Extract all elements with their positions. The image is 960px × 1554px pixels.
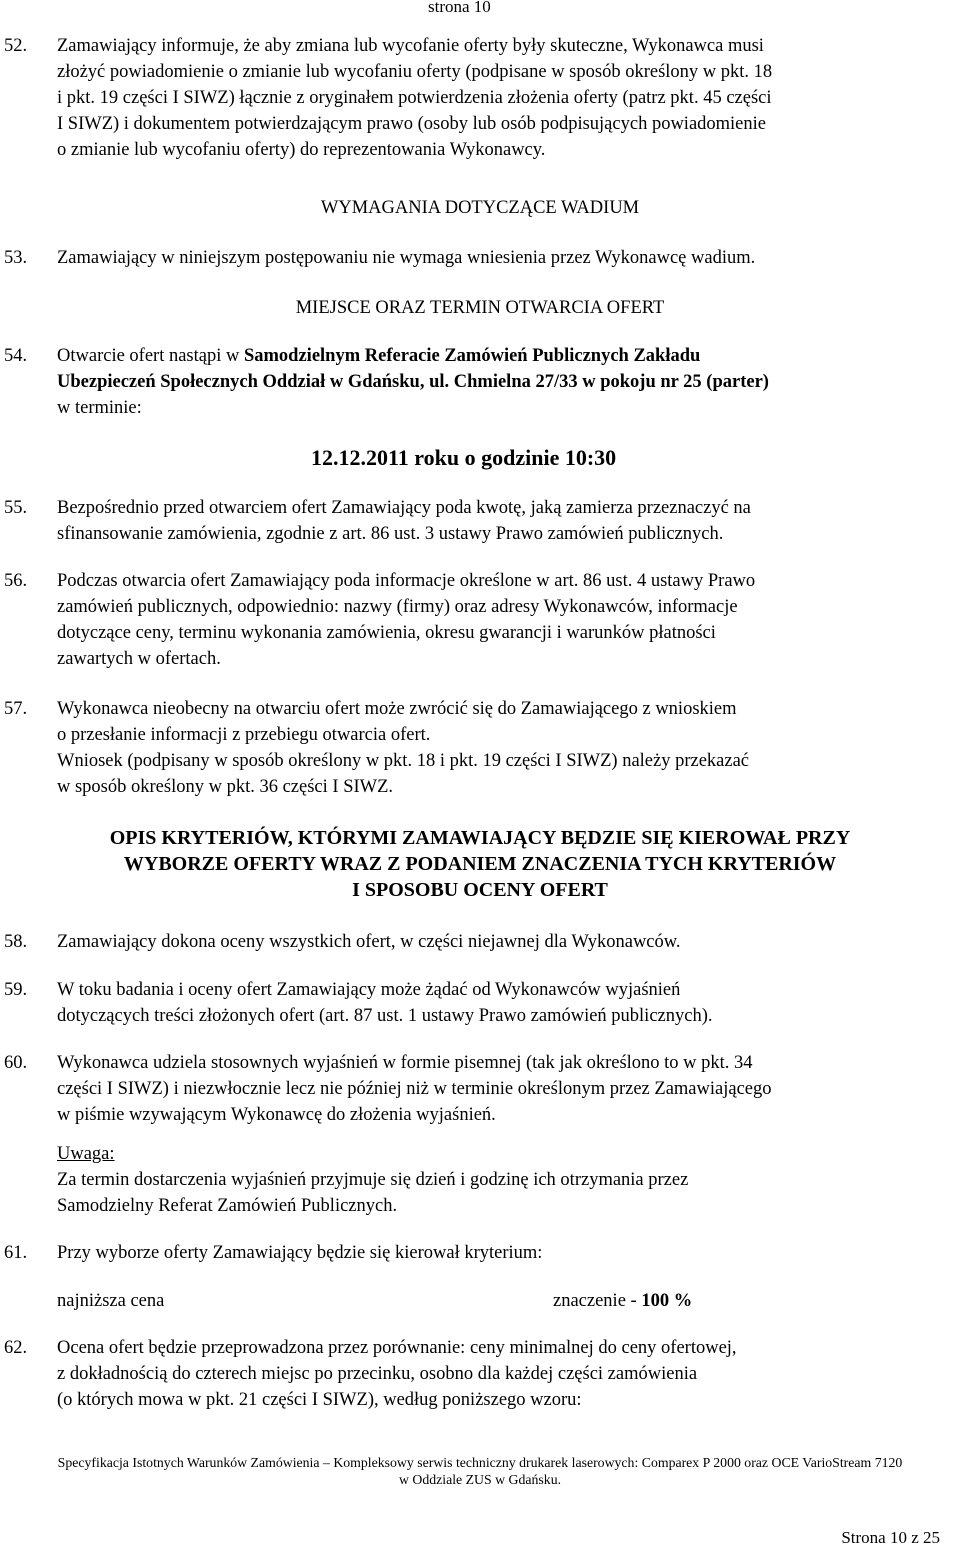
note-text-line: Samodzielny Referat Zamówień Publicznych. xyxy=(57,1196,398,1216)
item-number: 55. xyxy=(4,498,28,518)
item-text-line: W toku badania i oceny ofert Zamawiający może żądać od Wykonawców wyjaśnień xyxy=(57,980,681,1000)
item-number: 62. xyxy=(4,1338,28,1358)
footer-line: Specyfikacja Istotnych Warunków Zamówienia – Kompleksowy serwis techniczny drukarek laserowych: Comparex P 2000 oraz OCE VarioStream 7120 xyxy=(57,1455,903,1470)
item-number: 58. xyxy=(4,932,28,952)
item-text-line: Bezpośrednio przed otwarciem ofert Zamawiający poda kwotę, jaką zamierza przeznaczyć na xyxy=(57,498,751,518)
item-number: 57. xyxy=(4,699,28,719)
item-text-line: Wykonawca nieobecny na otwarciu ofert może zwrócić się do Zamawiającego z wnioskiem xyxy=(57,699,737,719)
item-text-line xyxy=(57,343,700,369)
item-number: 52. xyxy=(4,36,28,56)
item-text-line: części I SIWZ) i niezwłocznie lecz nie później niż w terminie określonym przez Zamawiającego xyxy=(57,1079,772,1099)
item-text-line: sfinansowanie zamówienia, zgodnie z art. 86 ust. 3 ustawy Prawo zamówień publicznych. xyxy=(57,524,724,544)
item-number: 60. xyxy=(4,1053,28,1073)
footer-line: w Oddziale ZUS w Gdańsku. xyxy=(398,1472,562,1487)
item-text-line: Zamawiający dokona oceny wszystkich ofert, w części niejawnej dla Wykonawców. xyxy=(57,932,681,952)
item-text-line: w piśmie wzywającym Wykonawcę do złożenia wyjaśnień. xyxy=(57,1105,496,1125)
criterion-weight-value: 100 % xyxy=(641,1291,693,1311)
item-text-line: (o których mowa w pkt. 21 części I SIWZ), według poniższego wzoru: xyxy=(57,1390,582,1410)
page-number: Strona 10 z 25 xyxy=(841,1528,940,1547)
item-number: 53. xyxy=(4,248,28,268)
item-text-line xyxy=(57,369,769,395)
text-span: Otwarcie ofert nastąpi w xyxy=(57,346,244,366)
page-label: strona 10 xyxy=(428,0,491,16)
item-text-line: dotyczące ceny, terminu wykonania zamówienia, okresu gwarancji i warunków płatności xyxy=(57,623,716,643)
item-text-line: złożyć powiadomienie o zmianie lub wycofaniu oferty (podpisane w sposób określony w pkt. 18 xyxy=(57,62,773,82)
item-text-line: Zamawiający w niniejszym postępowaniu nie wymaga wniesienia przez Wykonawcę wadium. xyxy=(57,248,756,268)
item-text-line: Wykonawca udziela stosownych wyjaśnień w formie pisemnej (tak jak określono to w pkt. 34 xyxy=(57,1053,753,1073)
heading-line: OPIS KRYTERIÓW, KTÓRYMI ZAMAWIAJĄCY BĘDZIE SIĘ KIEROWAŁ PRZY xyxy=(109,827,851,849)
item-text-line: z dokładnością do czterech miejsc po przecinku, osobno dla każdej części zamówienia xyxy=(57,1364,698,1384)
text-span-bold: Chmielna 27/33 w pokoju nr 25 (parter) xyxy=(449,372,769,392)
item-text-line: i pkt. 19 części I SIWZ) łącznie z oryginałem potwierdzenia złożenia oferty (patrz pkt. 45 części xyxy=(57,88,772,108)
section-heading-opening: MIEJSCE ORAZ TERMIN OTWARCIA OFERT xyxy=(295,298,665,318)
item-text-line: Podczas otwarcia ofert Zamawiający poda informacje określone w art. 86 ust. 4 ustawy Prawo xyxy=(57,571,756,591)
item-text-line: Przy wyborze oferty Zamawiający będzie się kierował kryterium: xyxy=(57,1243,543,1263)
item-text-line: o zmianie lub wycofaniu oferty) do reprezentowania Wykonawcy. xyxy=(57,140,546,160)
note-text-line: Za termin dostarczenia wyjaśnień przyjmuje się dzień i godzinę ich otrzymania przez xyxy=(57,1170,689,1190)
item-text-line: dotyczących treści złożonych ofert (art. 87 ust. 1 ustawy Prawo zamówień publicznych). xyxy=(57,1006,713,1026)
note-label: Uwaga: xyxy=(57,1144,115,1164)
heading-line: WYBORZE OFERTY WRAZ Z PODANIEM ZNACZENIA TYCH KRYTERIÓW xyxy=(123,853,837,875)
opening-date-time: 12.12.2011 roku o godzinie 10:30 xyxy=(311,445,617,470)
item-text-line: zawartych w ofertach. xyxy=(57,649,221,669)
item-text-line: I SIWZ) i dokumentem potwierdzającym prawo (osoby lub osób podpisujących powiadomienie xyxy=(57,114,766,134)
item-number: 61. xyxy=(4,1243,28,1263)
criterion-weight xyxy=(553,1288,692,1314)
text-span-bold: Samodzielnym Referacie Zamówień Publicznych Zakładu xyxy=(243,346,701,366)
item-number: 56. xyxy=(4,571,28,591)
item-text-line: o przesłanie informacji z przebiegu otwarcia ofert. xyxy=(57,725,431,745)
criterion-name: najniższa cena xyxy=(57,1291,165,1311)
item-text-line: Ocena ofert będzie przeprowadzona przez porównanie: ceny minimalnej do ceny ofertowej, xyxy=(57,1338,737,1358)
criterion-weight-label: znaczenie - xyxy=(553,1291,642,1311)
item-text-line: w terminie: xyxy=(57,398,142,418)
item-text-line: zamówień publicznych, odpowiednio: nazwy (firmy) oraz adresy Wykonawców, informacje xyxy=(57,597,738,617)
item-text-line: w sposób określony w pkt. 36 części I SIWZ. xyxy=(57,777,394,797)
item-text-line: Wniosek (podpisany w sposób określony w pkt. 18 i pkt. 19 części I SIWZ) należy przekazać xyxy=(57,751,750,771)
section-heading-wadium: WYMAGANIA DOTYCZĄCE WADIUM xyxy=(320,198,640,218)
item-number: 54. xyxy=(4,346,28,366)
item-number: 59. xyxy=(4,980,28,1000)
item-text-line: Zamawiający informuje, że aby zmiana lub wycofanie oferty były skuteczne, Wykonawca musi xyxy=(57,36,764,56)
heading-line: I SPOSOBU OCENY OFERT xyxy=(352,879,608,901)
text-span-bold: Ubezpieczeń Społecznych Oddział w Gdańsku, ul. xyxy=(57,372,450,392)
